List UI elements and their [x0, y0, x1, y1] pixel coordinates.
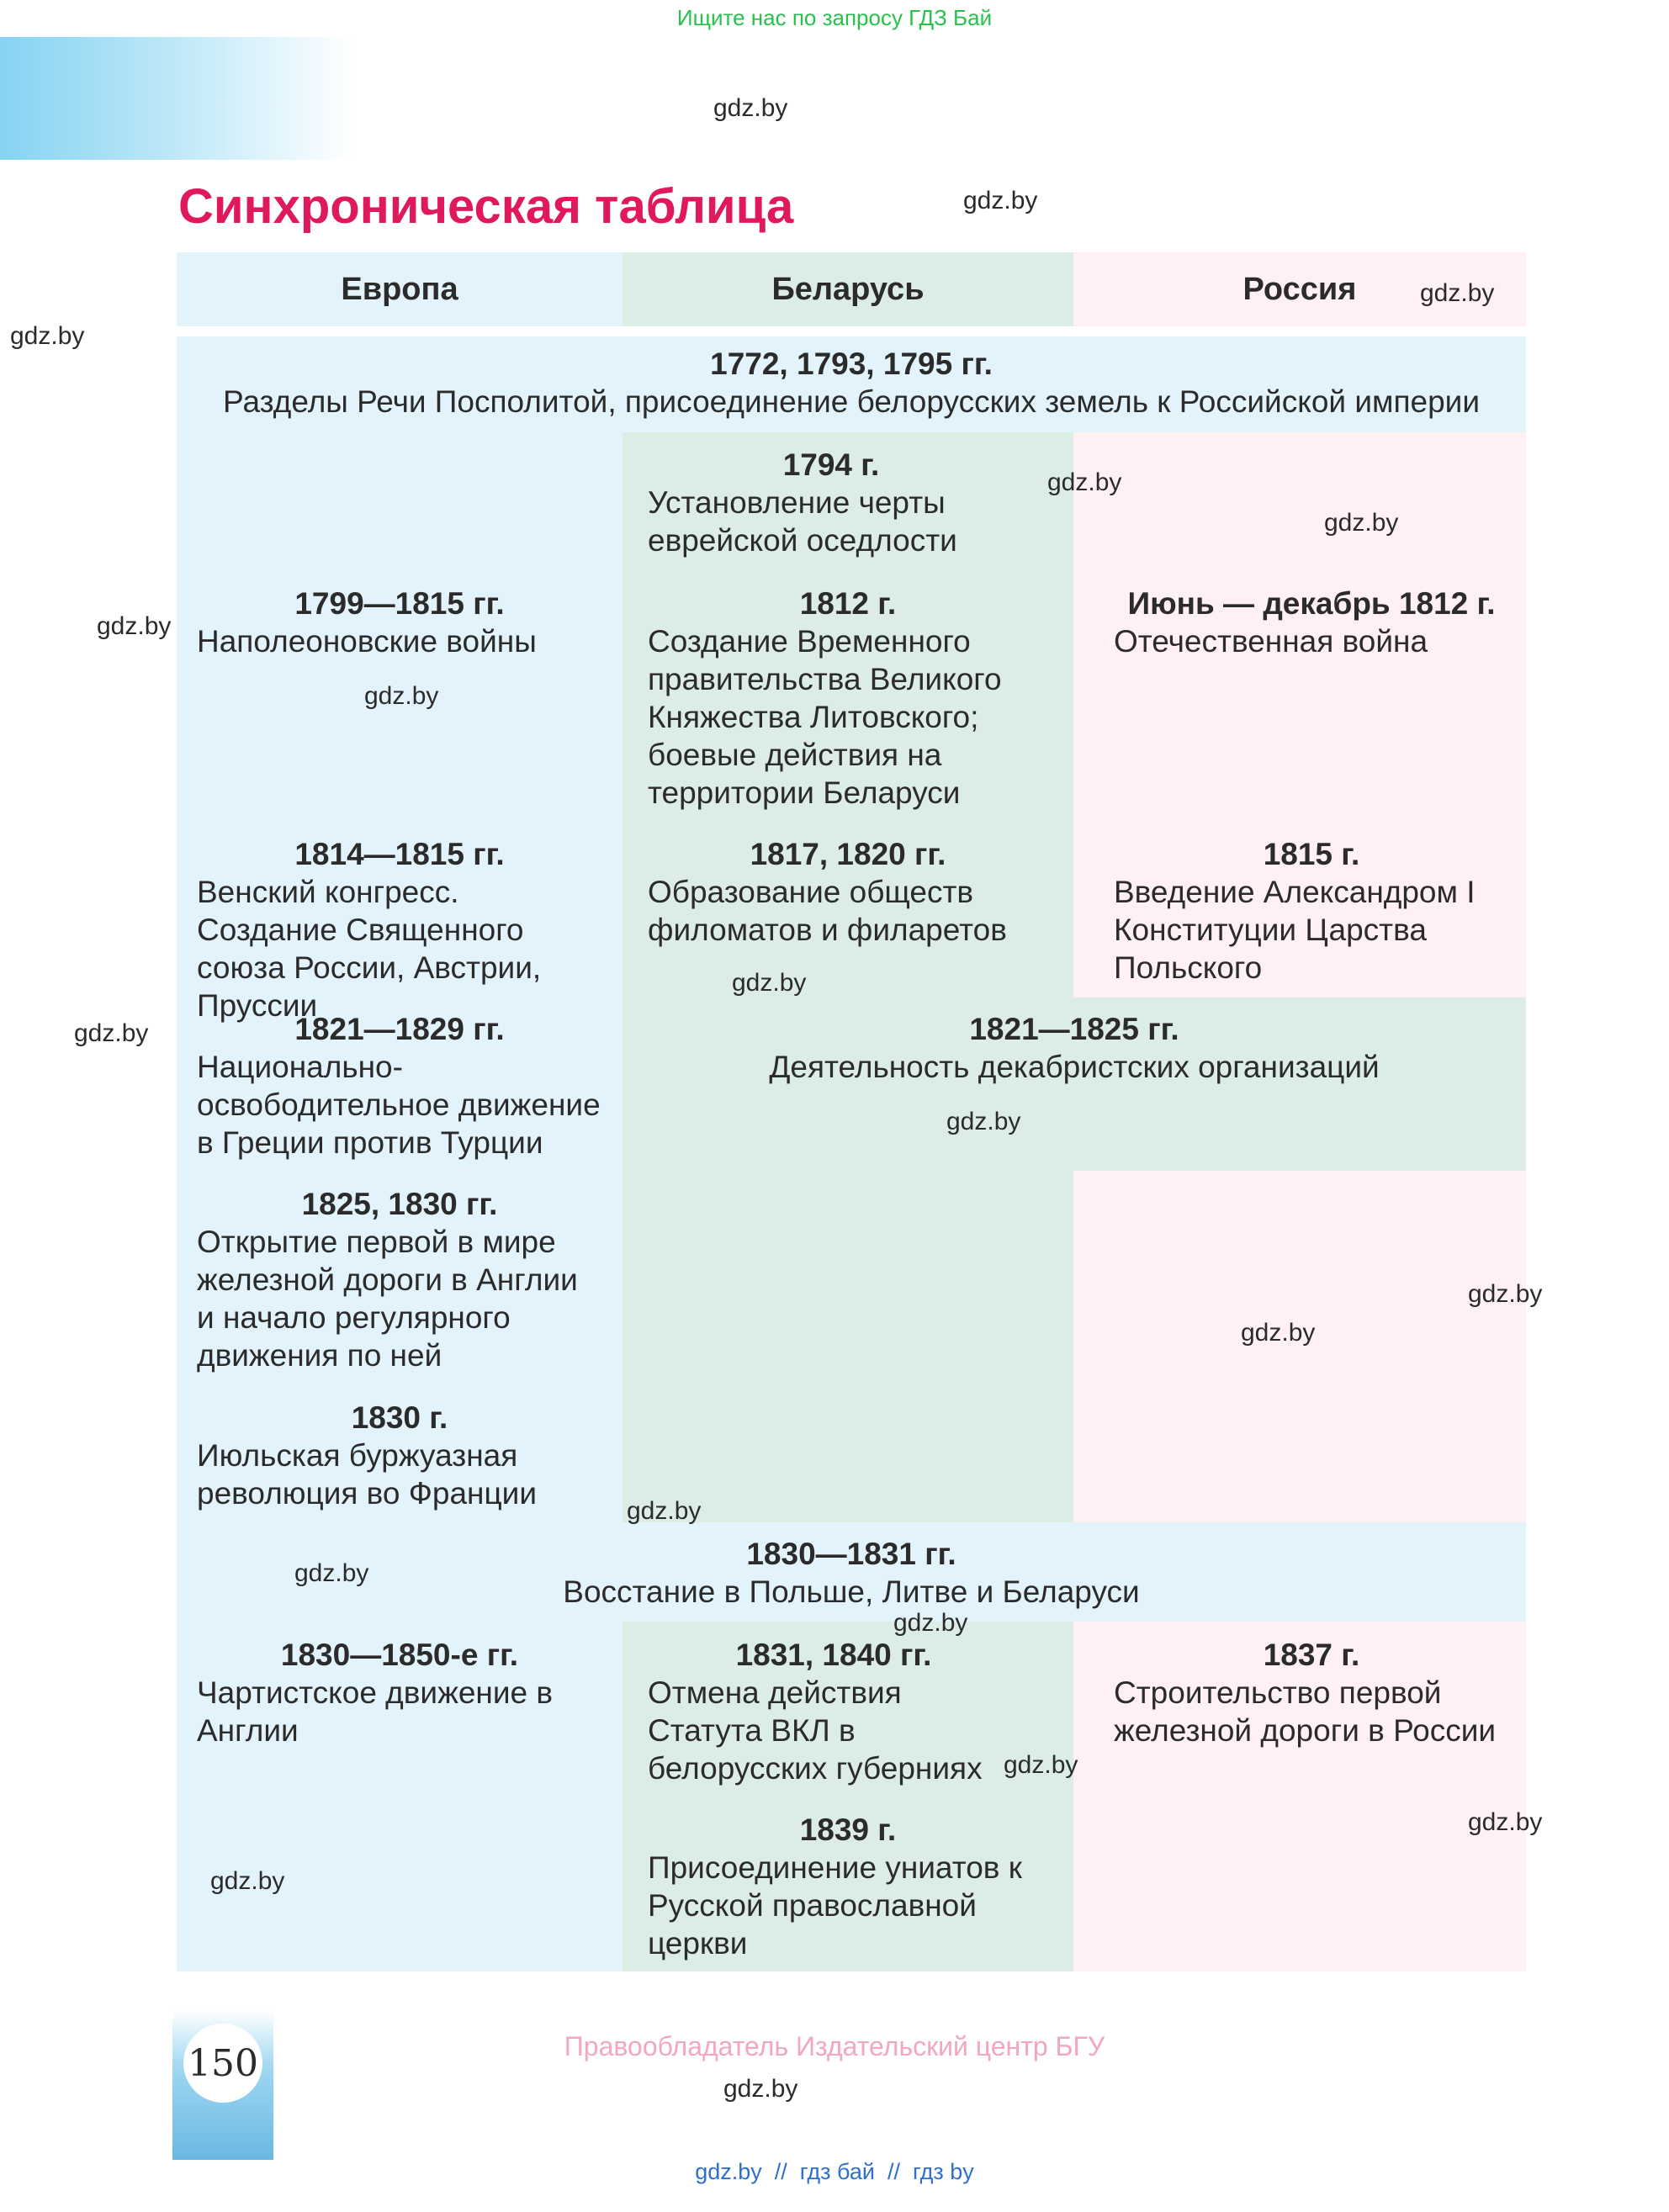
page-title: Синхроническая таблица [178, 179, 794, 234]
cell-uprising: 1830—1831 гг. Восстание в Польше, Литве и Беларуси [563, 1537, 1140, 1609]
watermark: gdz.by [1004, 1751, 1078, 1779]
watermark: gdz.by [1468, 1280, 1543, 1308]
watermark: gdz.by [1324, 509, 1399, 537]
top-color-bar [0, 37, 353, 160]
cell-belarus-1812: 1812 г. Создание Временного правительства Великого Княжества Литовского; боевые действия на территории Беларуси [648, 586, 1002, 810]
footer-links: gdz.by // гдз бай // гдз by [695, 2159, 974, 2184]
header-belarus: Беларусь [623, 252, 1073, 326]
cell-europe-1799: 1799—1815 гг. Наполеоновские войны [197, 586, 537, 659]
watermark: gdz.by [1468, 1808, 1543, 1836]
cell-russia-1815: 1815 г. Введение Александром I Конституции Царства Польского [1114, 837, 1476, 985]
watermark: gdz.by [294, 1559, 369, 1587]
watermark: gdz.by [97, 612, 172, 640]
cell-russia-1837: 1837 г. Строительство первой железной дороги в России [1114, 1638, 1497, 1748]
cell-belarus-russia-1821: 1821—1825 гг. Деятельность декабристских организаций [769, 1012, 1380, 1084]
cell-europe-1821: 1821—1829 гг. Национально-освободительное движение в Греции против Турции [197, 1012, 601, 1160]
watermark: gdz.by [364, 682, 439, 710]
watermark: gdz.by [1420, 279, 1495, 307]
copyright: Правообладатель Издательский центр БГУ [564, 2031, 1105, 2061]
watermark: gdz.by [713, 94, 788, 122]
cell-belarus-1839: 1839 г. Присоединение униатов к Русской православной церкви [648, 1812, 1022, 1961]
cell-belarus-1817: 1817, 1820 гг. Образование обществ филоматов и филаретов [648, 837, 1007, 947]
watermark: gdz.by [74, 1019, 149, 1047]
header-russia: Россия [1073, 252, 1526, 326]
top-note: Ищите нас по запросу ГДЗ Бай [676, 5, 993, 30]
watermark: gdz.by [627, 1497, 702, 1525]
cell-europe-1814: 1814—1815 гг. Венский конгресс. Создание Священного союза России, Австрии, Пруссии [197, 837, 542, 1023]
watermark: gdz.by [1047, 468, 1122, 496]
page-number: 150 [183, 2024, 262, 2103]
cell-belarus-1794: 1794 г. Установление черты еврейской оседлости [648, 447, 957, 558]
cell-russia-1812: Июнь — декабрь 1812 г. Отечественная война [1114, 586, 1496, 659]
cell-europe-1825: 1825, 1830 гг. Открытие первой в мире железной дороги в Англии и начало регулярного движения по ней [197, 1187, 578, 1373]
cell-europe-1830-1850: 1830—1850-е гг. Чартистское движение в Англии [197, 1638, 554, 1748]
watermark: gdz.by [732, 969, 807, 997]
watermark: gdz.by [893, 1609, 968, 1637]
cell-belarus-1831: 1831, 1840 гг. Отмена действия Статута ВКЛ в белорусских губерниях [648, 1638, 983, 1786]
watermark: gdz.by [1241, 1319, 1316, 1347]
watermark: gdz.by [963, 187, 1038, 214]
cell-partitions: 1772, 1793, 1795 гг. Разделы Речи Посполитой, присоединение белорусских земель к Российской империи [223, 347, 1480, 419]
watermark: gdz.by [946, 1108, 1021, 1135]
watermark: gdz.by [10, 322, 85, 350]
cell-europe-1830: 1830 г. Июльская буржуазная революция во Франции [197, 1400, 538, 1511]
watermark: gdz.by [210, 1867, 285, 1895]
watermark: gdz.by [723, 2075, 798, 2103]
header-europe: Европа [177, 252, 623, 326]
